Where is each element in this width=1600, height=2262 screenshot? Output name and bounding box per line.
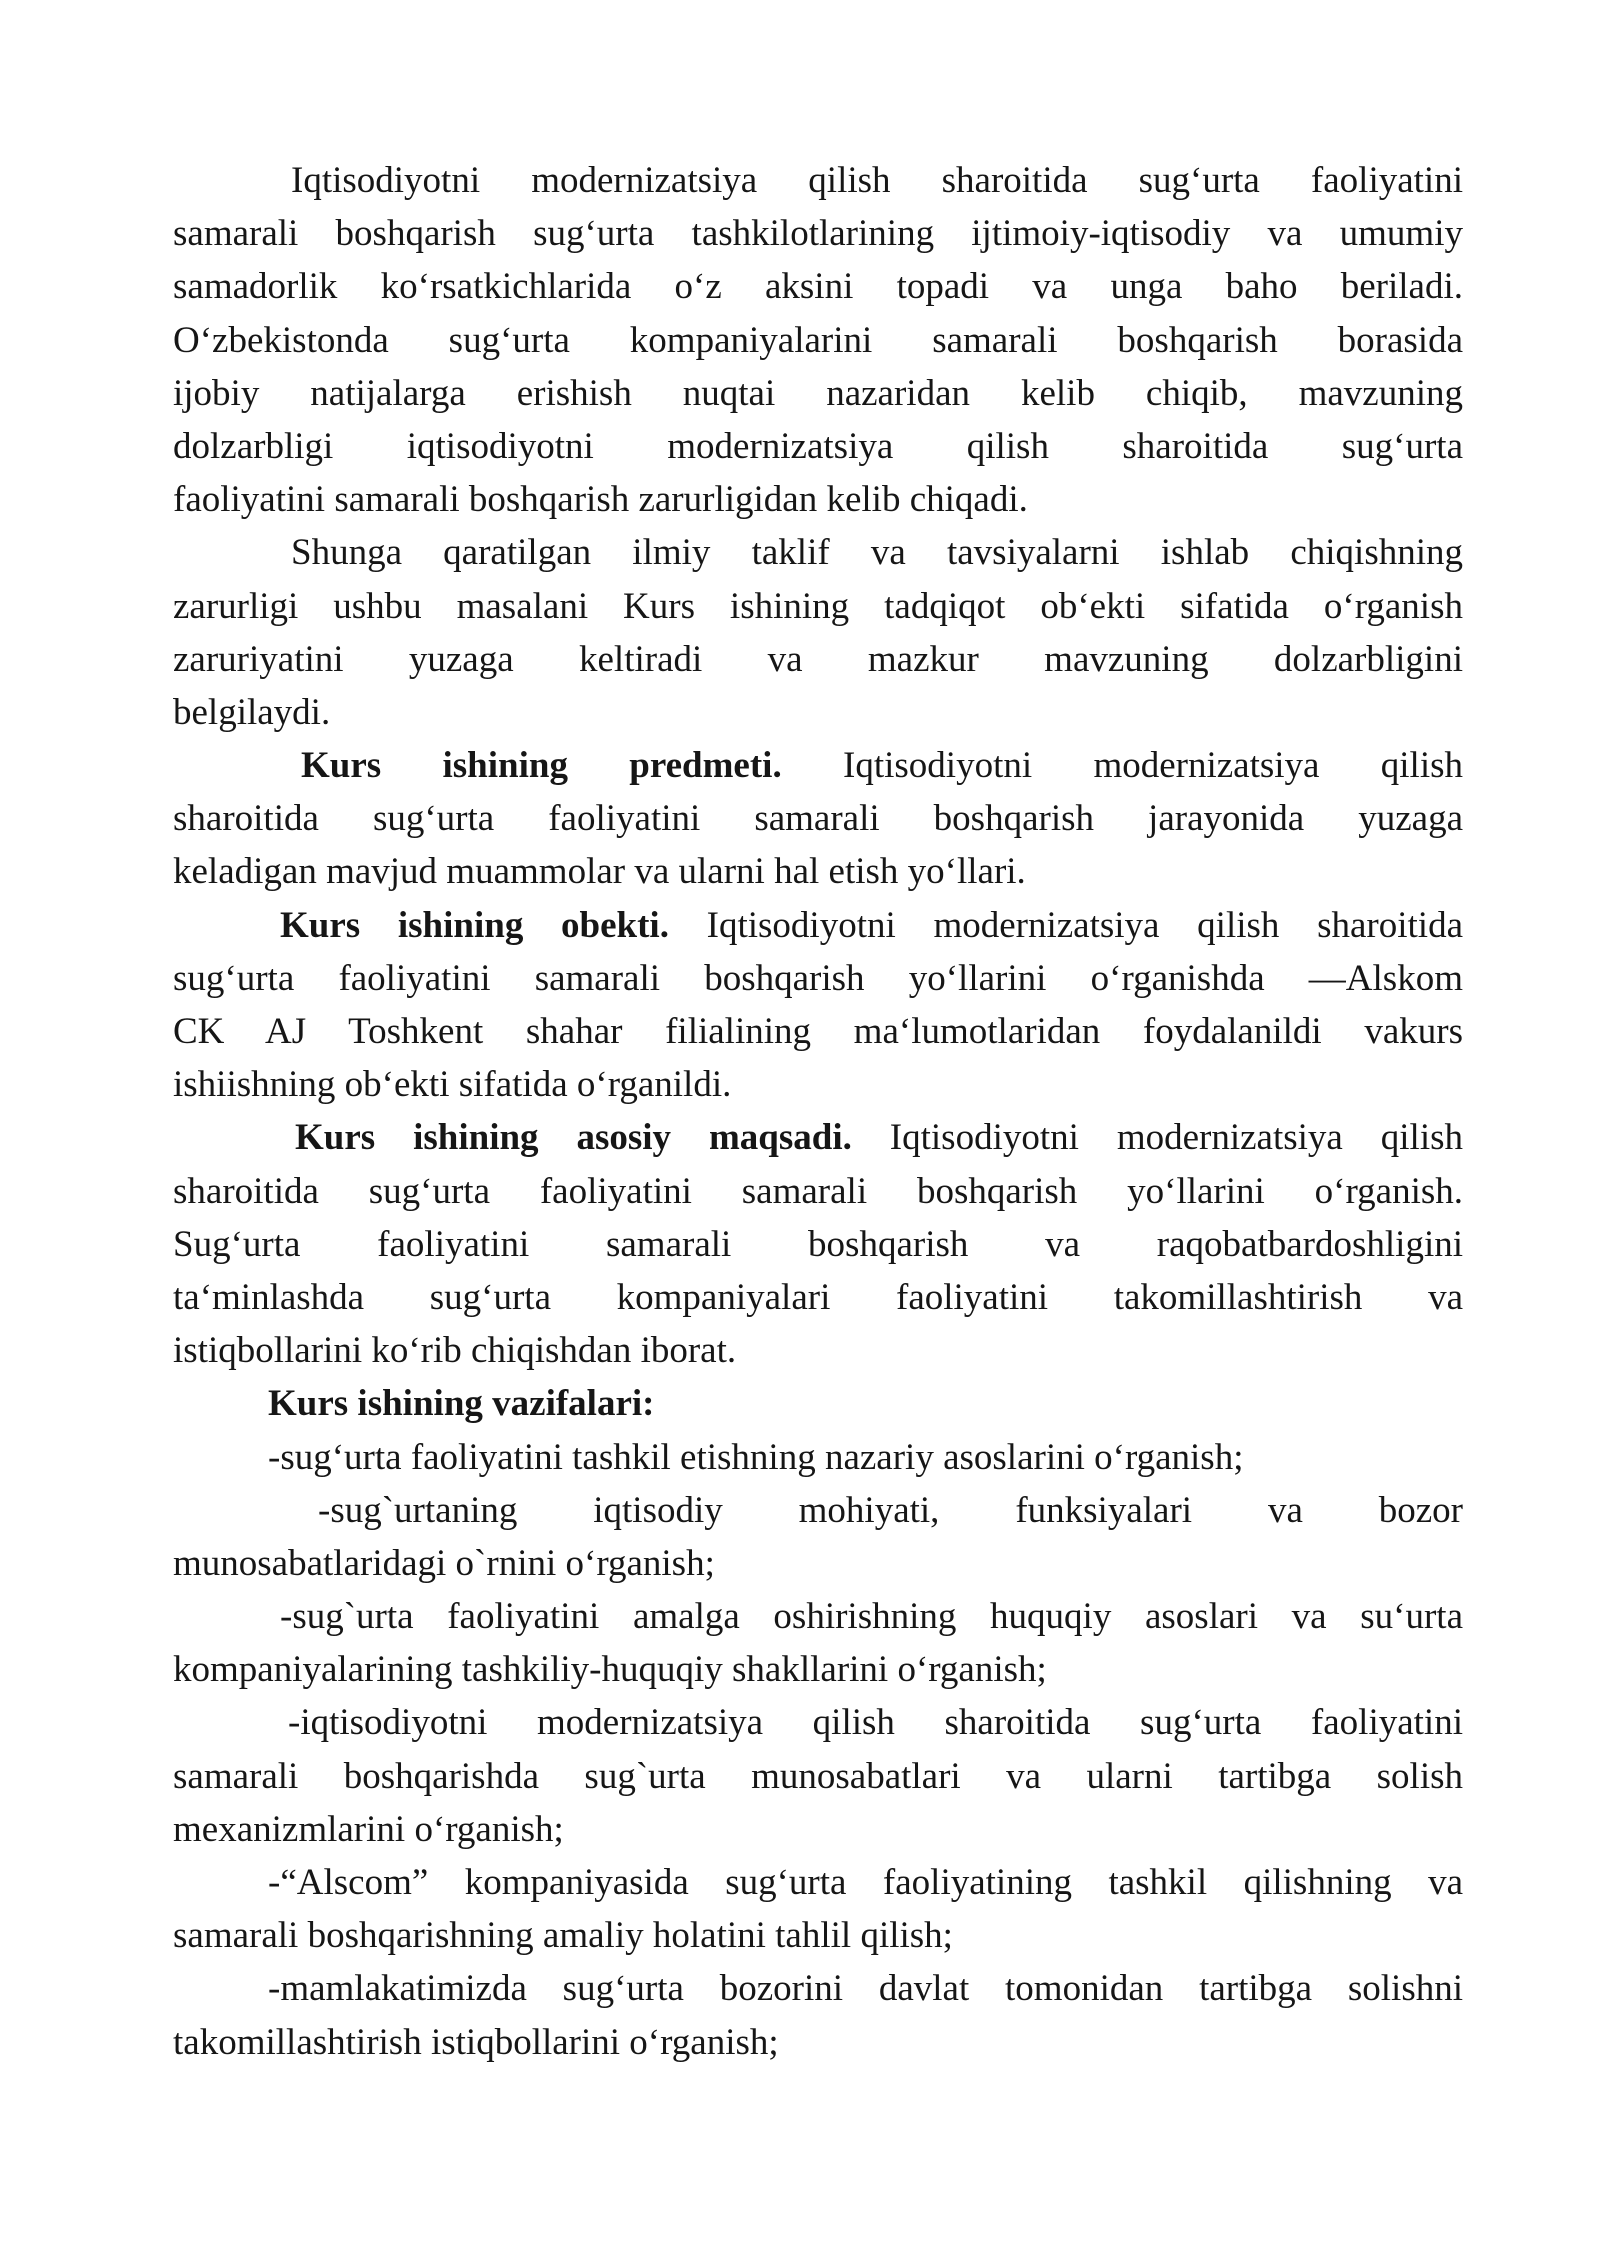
text-line: istiqbollarini ko‘rib chiqishdan iborat. [173, 1330, 737, 1372]
tasks-heading: Kurs ishining vazifalari: [268, 1383, 655, 1425]
text-line: sharoitida sug‘urta faoliyatini samarali boshqarish yo‘llarini o‘rganish. [173, 1170, 1463, 1212]
paragraph-lead: Kurs ishining asosiy maqsadi. [295, 1117, 852, 1159]
text-line [173, 899, 1463, 952]
task-item [173, 1856, 1463, 1962]
task-item [173, 1696, 1463, 1856]
text-line [173, 1111, 1463, 1164]
text-line: samadorlik ko‘rsatkichlarida o‘z aksini topadi va unga baho beriladi. [173, 266, 1463, 308]
paragraph-lead: Kurs ishining predmeti. [301, 745, 782, 787]
text-line: -sug`urtaning iqtisodiy mohiyati, funksiyalari va bozor [318, 1489, 1463, 1531]
text-line: faoliyatini samarali boshqarish zarurligidan kelib chiqadi. [173, 479, 1028, 521]
paragraph [173, 154, 1463, 526]
text-line: keladigan mavjud muammolar va ularni hal etish yo‘llari. [173, 851, 1026, 893]
text-line: zaruriyatini yuzaga keltiradi va mazkur mavzuning dolzarbligini [173, 638, 1463, 680]
text-line [173, 739, 1463, 792]
line-text: Iqtisodiyotni modernizatsiya qilish sharoitida [706, 904, 1463, 946]
text-line: ta‘minlashda sug‘urta kompaniyalari faoliyatini takomillashtirish va [173, 1276, 1463, 1318]
text-line: -sug`urta faoliyatini amalga oshirishning huquqiy asoslari va su‘urta [280, 1596, 1463, 1638]
text-line: ishiishning ob‘ekti sifatida o‘rganildi. [173, 1064, 732, 1106]
text-line: belgilaydi. [173, 691, 331, 733]
text-line: munosabatlaridagi o`rnini o‘rganish; [173, 1542, 715, 1584]
task-item [173, 1962, 1463, 2068]
text-line: O‘zbekistonda sug‘urta kompaniyalarini samarali boshqarish borasida [173, 319, 1463, 361]
text-line: samarali boshqarishda sug`urta munosabatlari va ularni tartibga solish [173, 1755, 1463, 1797]
text-line: Iqtisodiyotni modernizatsiya qilish sharoitida sug‘urta faoliyatini [291, 160, 1463, 201]
text-line: -mamlakatimizda sug‘urta bozorini davlat tomonidan tartibga solishni [268, 1968, 1463, 2010]
paragraph [173, 526, 1463, 739]
paragraph-lead: Kurs ishining obekti. [280, 904, 669, 946]
text-line: Sug‘urta faoliyatini samarali boshqarish va raqobatbardoshligini [173, 1223, 1463, 1265]
text-line: kompaniyalarining tashkiliy-huquqiy shakllarini o‘rganish; [173, 1649, 1047, 1691]
text-line: -sug‘urta faoliyatini tashkil etishning nazariy asoslarini o‘rganish; [268, 1436, 1244, 1478]
line-text: Iqtisodiyotni modernizatsiya qilish [843, 745, 1464, 787]
text-line: Shunga qaratilgan ilmiy taklif va tavsiyalarni ishlab chiqishning [291, 532, 1463, 574]
text-line: CK AJ Toshkent shahar filialining ma‘lumotlaridan foydalanildi vakurs [173, 1011, 1463, 1052]
text-line: dolzarbligi iqtisodiyotni modernizatsiya qilish sharoitida sug‘urta [173, 425, 1463, 467]
task-item [173, 1431, 1463, 1484]
text-line: -“Alscom” kompaniyasida sug‘urta faoliyatining tashkil qilishning va [268, 1862, 1463, 1903]
task-item [173, 1484, 1463, 1590]
text-line: ijobiy natijalarga erishish nuqtai nazaridan kelib chiqib, mavzuning [173, 372, 1463, 414]
text-line: zarurligi ushbu masalani Kurs ishining tadqiqot ob‘ekti sifatida o‘rganish [173, 585, 1463, 627]
paragraph-goal [173, 1111, 1463, 1377]
paragraph-object [173, 899, 1463, 1112]
text-line: -iqtisodiyotni modernizatsiya qilish sharoitida sug‘urta faoliyatini [288, 1702, 1463, 1744]
text-line: samarali boshqarish sug‘urta tashkilotlarining ijtimoiy-iqtisodiy va umumiy [173, 213, 1463, 255]
text-line: takomillashtirish istiqbollarini o‘rganish; [173, 2021, 779, 2063]
text-line: sug‘urta faoliyatini samarali boshqarish yo‘llarini o‘rganishda —Alskom [173, 957, 1463, 999]
document-body [173, 154, 1463, 2069]
task-list [173, 1431, 1463, 2069]
line-text: Iqtisodiyotni modernizatsiya qilish [889, 1117, 1464, 1159]
paragraph-subject [173, 739, 1463, 899]
task-item [173, 1590, 1463, 1696]
text-line: samarali boshqarishning amaliy holatini tahlil qilish; [173, 1915, 953, 1957]
text-line: mexanizmlarini o‘rganish; [173, 1808, 564, 1850]
text-line: sharoitida sug‘urta faoliyatini samarali boshqarish jarayonida yuzaga [173, 798, 1463, 840]
